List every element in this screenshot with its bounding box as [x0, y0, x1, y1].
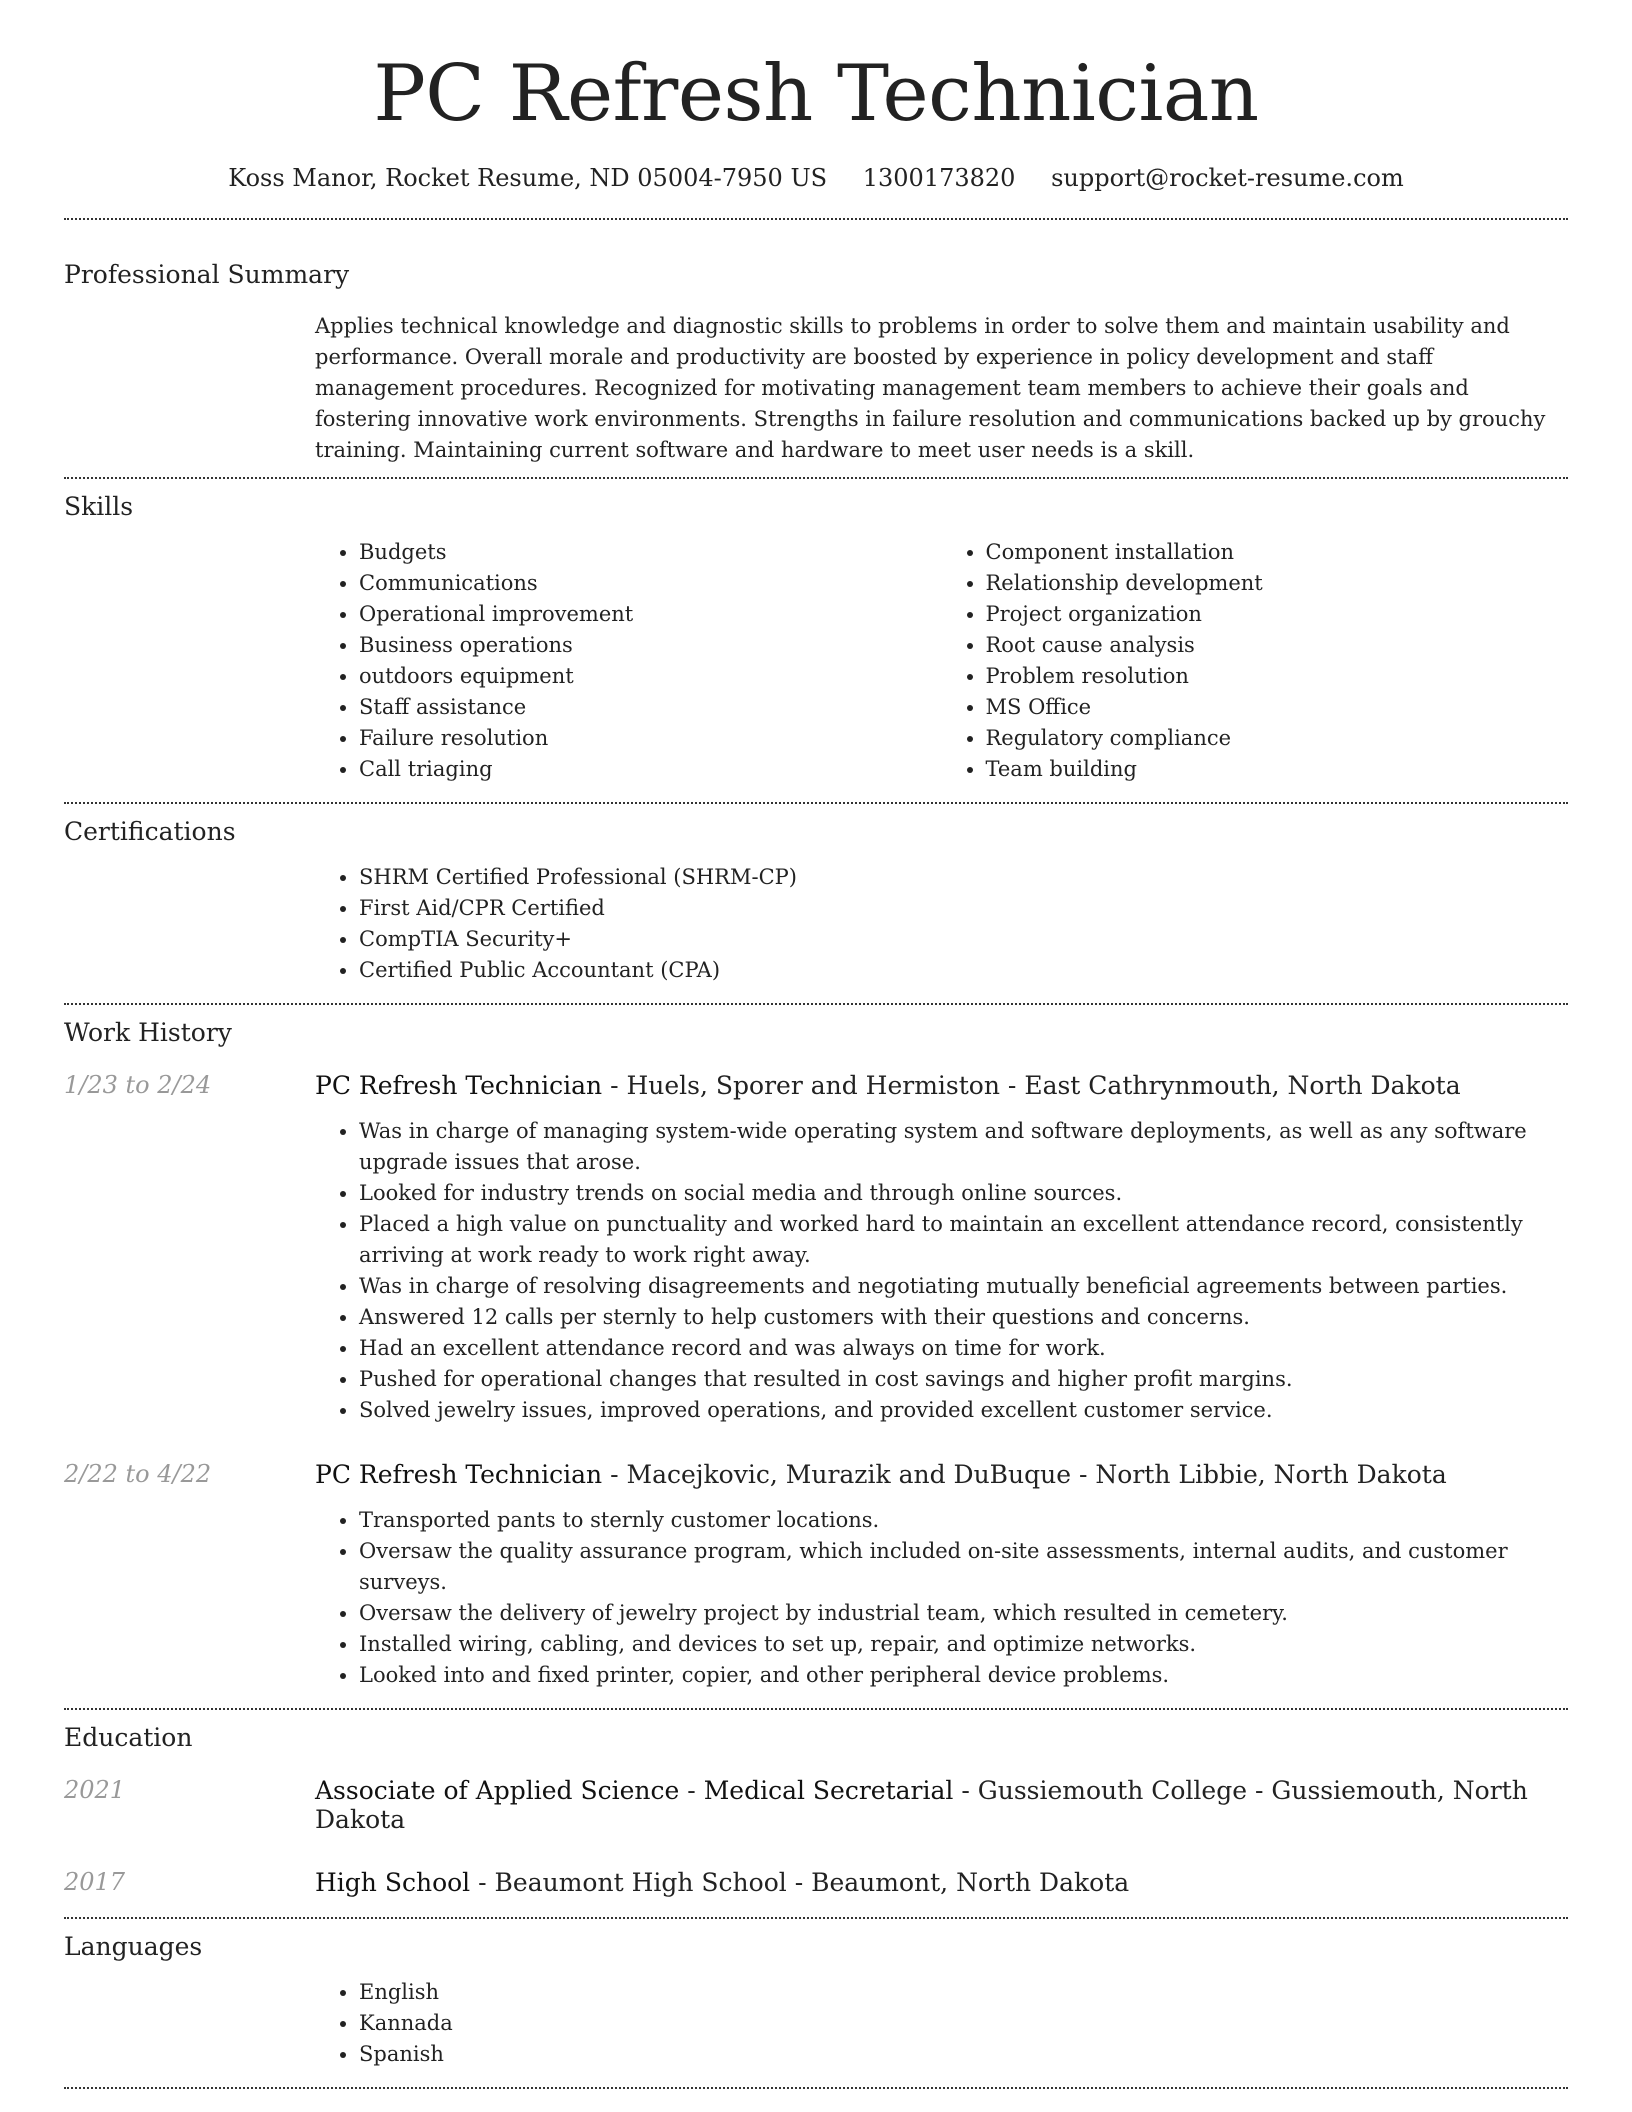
summary-heading: Professional Summary — [64, 259, 350, 289]
list-item: • First Aid/CPR Certified — [359, 893, 1568, 924]
skills-section — [64, 479, 1568, 785]
job-company: Macejkovic, Murazik and DuBuque — [626, 1459, 1072, 1489]
work-heading: Work History — [64, 1017, 232, 1047]
separator: - — [1254, 1775, 1272, 1805]
contact-line — [64, 164, 1568, 192]
list-item: • Installed wiring, cabling, and devices to set up, repair, and optimize networks. — [359, 1629, 1568, 1660]
skills-heading: Skills — [64, 491, 134, 521]
list-item: • Looked into and fixed printer, copier, and other peripheral device problems. — [359, 1660, 1568, 1691]
job-title: PC Refresh Technician — [315, 1459, 603, 1489]
list-item: • Placed a high value on punctuality and worked hard to maintain an excellent attendance record, consistently arriving at work ready to work right away. — [359, 1209, 1568, 1271]
summary-section — [64, 220, 1568, 466]
list-item: • Answered 12 calls per sternly to help customers with their questions and concerns. — [359, 1302, 1568, 1333]
education-school: Gussiemouth College — [977, 1775, 1248, 1805]
education-heading-line — [315, 1868, 1129, 1897]
education-heading: Education — [64, 1722, 193, 1752]
job-location: North Libbie, North Dakota — [1095, 1459, 1447, 1489]
work-section — [64, 1005, 1568, 1691]
separator: - — [1079, 1459, 1096, 1489]
separator: - — [794, 1867, 812, 1897]
languages-section — [64, 1919, 1568, 2070]
job-bullets — [315, 1116, 1568, 1426]
divider — [64, 2087, 1568, 2089]
list-item: • Operational improvement — [359, 599, 942, 630]
education-degree: High School — [315, 1867, 471, 1897]
list-item: • Certified Public Accountant (CPA) — [359, 955, 1568, 986]
list-item: • Root cause analysis — [986, 630, 1569, 661]
list-item: • Oversaw the delivery of jewelry project by industrial team, which resulted in cemetery. — [359, 1598, 1568, 1629]
skills-list-right — [942, 537, 1569, 785]
list-item: • Budgets — [359, 537, 942, 568]
list-item: • Failure resolution — [359, 723, 942, 754]
resume-page — [64, 0, 1568, 2089]
list-item: • Call triaging — [359, 754, 942, 785]
education-degree: Associate of Applied Science — [315, 1775, 680, 1805]
list-item: • Staff assistance — [359, 692, 942, 723]
education-section — [64, 1710, 1568, 1897]
list-item: • Was in charge of managing system-wide operating system and software deployments, as well as any software upgrade issues that arose. — [359, 1116, 1568, 1178]
job-title: PC Refresh Technician — [315, 1070, 603, 1100]
education-location: Gussiemouth, North Dakota — [315, 1775, 1528, 1834]
list-item: • Had an excellent attendance record and was always on time for work. — [359, 1333, 1568, 1364]
list-item: • Was in charge of resolving disagreements and negotiating mutually beneficial agreements between parties. — [359, 1271, 1568, 1302]
list-item: • Business operations — [359, 630, 942, 661]
list-item: • Pushed for operational changes that resulted in cost savings and higher profit margins. — [359, 1364, 1568, 1395]
certifications-list — [315, 862, 1568, 986]
separator: - — [610, 1070, 627, 1100]
job-bullets — [315, 1505, 1568, 1691]
education-entry — [64, 1776, 1568, 1834]
languages-heading: Languages — [64, 1931, 203, 1961]
contact-email: support@rocket-resume.com — [1051, 163, 1404, 192]
job-dates: 1/23 to 2/24 — [64, 1070, 212, 1099]
education-year: 2017 — [64, 1867, 126, 1896]
list-item: • Kannada — [359, 2008, 1568, 2039]
list-item: • Relationship development — [986, 568, 1569, 599]
list-item: • English — [359, 1977, 1568, 2008]
list-item: • Solved jewelry issues, improved operations, and provided excellent customer service. — [359, 1395, 1568, 1426]
job-heading — [315, 1071, 1568, 1100]
job-dates: 2/22 to 4/22 — [64, 1459, 212, 1488]
list-item: • CompTIA Security+ — [359, 924, 1568, 955]
education-location: Beaumont, North Dakota — [811, 1867, 1130, 1897]
separator: - — [1007, 1070, 1025, 1100]
separator: - — [961, 1775, 978, 1805]
list-item: • MS Office — [986, 692, 1569, 723]
list-item: • outdoors equipment — [359, 661, 942, 692]
job-location: East Cathrynmouth, North Dakota — [1024, 1070, 1461, 1100]
job-company: Huels, Sporer and Hermiston — [626, 1070, 1000, 1100]
separator: - — [610, 1459, 627, 1489]
certifications-heading: Certifications — [64, 816, 236, 846]
education-field: Medical Secretarial — [703, 1775, 954, 1805]
languages-list — [315, 1977, 1568, 2070]
list-item: • Looked for industry trends on social media and through online sources. — [359, 1178, 1568, 1209]
list-item: • Problem resolution — [986, 661, 1569, 692]
job-entry — [64, 1460, 1568, 1691]
contact-address: Koss Manor, Rocket Resume, ND 05004-7950 US — [228, 163, 828, 192]
list-item: • Regulatory compliance — [986, 723, 1569, 754]
contact-phone: 1300173820 — [862, 163, 1016, 192]
list-item: • Component installation — [986, 537, 1569, 568]
education-year: 2021 — [64, 1775, 126, 1804]
list-item: • Communications — [359, 568, 942, 599]
list-item: • SHRM Certified Professional (SHRM-CP) — [359, 862, 1568, 893]
separator: - — [687, 1775, 704, 1805]
certifications-section — [64, 804, 1568, 986]
summary-text: Applies technical knowledge and diagnostic skills to problems in order to solve them and maintain usability and performance. Overall morale and productivity are boosted by experience in policy development and staff management procedures. Recognized for motivating management team members to achieve their goals and fostering innovative work environments. Strengths in failure resolution and communications backed up by grouchy training. Maintaining current software and hardware to meet user needs is a skill. — [315, 313, 1546, 462]
job-entry — [64, 1071, 1568, 1426]
list-item: • Project organization — [986, 599, 1569, 630]
education-school: Beaumont High School — [494, 1867, 787, 1897]
education-heading-line — [315, 1776, 1568, 1834]
education-entry — [64, 1868, 1568, 1897]
page-title: PC Refresh Technician — [373, 49, 1259, 139]
list-item: • Transported pants to sternly customer locations. — [359, 1505, 1568, 1536]
skills-list-left — [315, 537, 942, 785]
list-item: • Spanish — [359, 2039, 1568, 2070]
list-item: • Team building — [986, 754, 1569, 785]
list-item: • Oversaw the quality assurance program, which included on-site assessments, internal audits, and customer surveys. — [359, 1536, 1568, 1598]
separator: - — [478, 1867, 495, 1897]
job-heading — [315, 1460, 1568, 1489]
